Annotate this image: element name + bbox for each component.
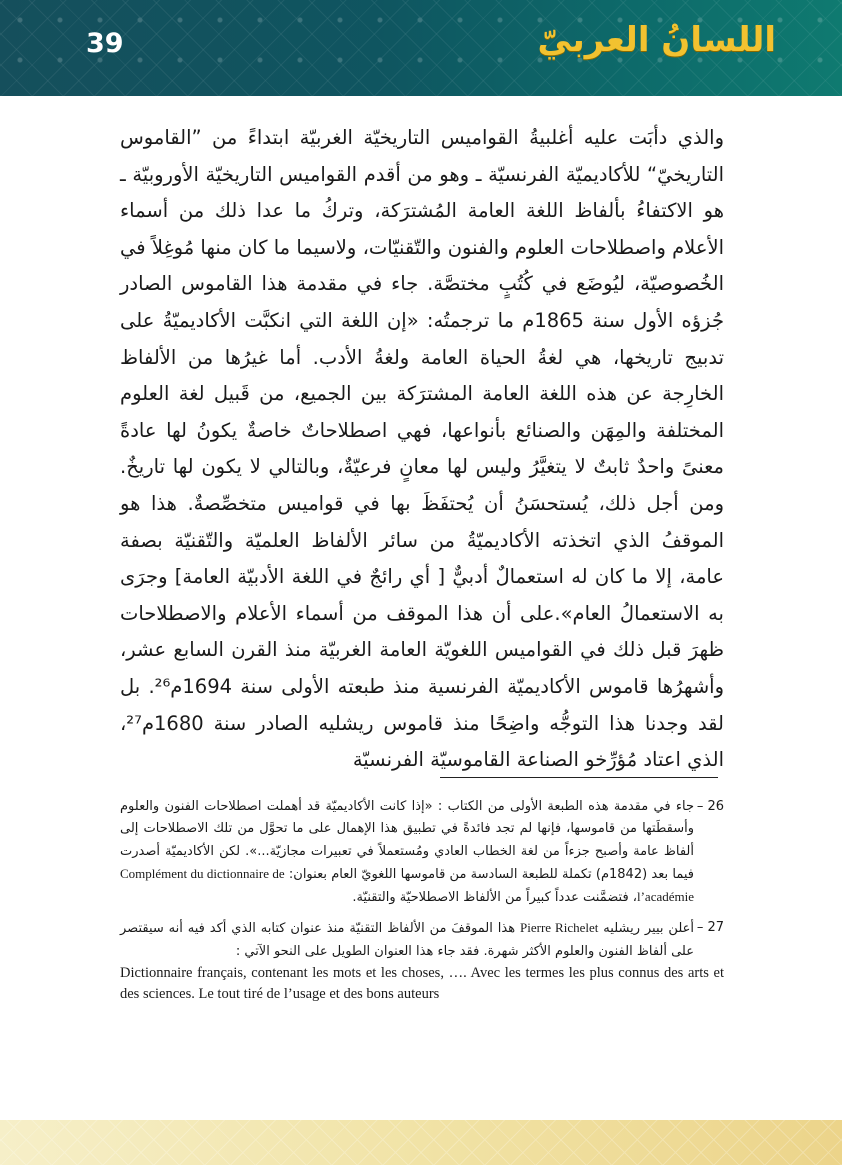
footnote-26 <box>120 796 724 909</box>
page-number: 39 <box>86 28 124 59</box>
main-text <box>120 120 724 779</box>
footnote-text <box>120 796 694 909</box>
body-paragraph: والذي دأبَت عليه أغلبيةُ القواميس التاريخيّة الغربيّة ابتداءً من ”القاموس التاريخيّ“ للأكاديميّة الفرنسيّة ـ وهو من أقدم القواميس التاريخيّة الأوروبيّة ـ هو الاكتفاءُ بألفاظ اللغة العامة المُشترَكة، وتركُ ما عدا ذلك من أسماء الأعلام واصطلاحات العلوم والفنون والتّقنيّات، ولاسيما ما كان منها مُوغِلاً في الخُصوصيّة، ليُوضَع في كُتُبٍ مختصَّة. جاء في مقدمة هذا القاموس الصادر جُزؤه الأول سنة 1865م ما ترجمتُه: «إن اللغة التي انكبَّت الأكاديميّةُ على تدبيج تاريخها، هي لغةُ الحياة العامة ولغةُ الأدب. أما غيرُها من الألفاظ الخارِجة عن هذه اللغة العامة المشترَكة بين الجميع، من قَبيل لغة العلوم المختلفة والمِهَن والصنائع بأنواعها، فهي اصطلاحاتٌ خاصةٌ يكونُ لها عادةً معنىً واحدٌ ثابتٌ لا يتغيَّرُ وليس لها معانٍ فرعيّةٌ، وبالتالي لا يكون لها تاريخٌ. ومن أجل ذلك، يُستحسَنُ أن يُحتفَظَ بها في قواميس متخصِّصةٌ. هذا هو الموقفُ الذي اتخذته الأكاديميّةُ من سائر الألفاظ العلميّة والتّقنيّة بصفة عامة، إلا ما كان له استعمالٌ أدبيٌّ [ أي رائجٌ في اللغة الأدبيّة العامة] وجرَى به الاستعمالُ العام».على أن هذا الموقف من أسماء الأعلام والاصطلاحات ظهرَ قبل ذلك في القواميس اللغويّة العامة الغربيّة منذ القرن السابع عشر، وأشهرُها قاموس الأكاديميّة الفرنسية منذ طبعته الأولى سنة 1694م²⁶. بل لقد وجدنا هذا التوجُّه واضِحًا منذ قاموس ريشليه الصادر سنة 1680م²⁷، الذي اعتاد مُؤرِّخو الصناعة القاموسيّة الفرنسيّة <box>120 126 724 772</box>
footnote-latin-name: Pierre Richelet <box>520 920 599 936</box>
page-header <box>0 0 842 96</box>
footer-ornament-pattern <box>0 1120 842 1165</box>
footnote-separator <box>440 777 718 778</box>
footnote-latin-quote: Dictionnaire français, contenant les mots et les choses, …. Avec les termes les plus connus des arts et des sciences. Le tout tiré de l’usage et des bons auteurs <box>120 965 724 1003</box>
footnote-text-part: هذا الموقفَ من الألفاظ التقنيّة منذ عنوان كتابه الذي أكد فيه أنه سيقتصر على ألفاظ الفنون والعلوم الأكثر شهرة. فقد جاء هذا العنوان الطويل على النحو الآتي : <box>120 921 694 959</box>
footnote-latin-title: Complément du dictionnaire de l’académie <box>120 865 694 905</box>
footnote-number: 26 – <box>696 799 724 814</box>
footnote-text-part: ، فتضمَّنت عدداً كبيراً من الألفاظ الاصطلاحيّة والتقنيّة. <box>352 890 637 906</box>
footnote-number: 27 – <box>696 920 724 936</box>
page-footer <box>0 1120 842 1165</box>
journal-logo: اللسانُ العربيّ <box>537 20 776 60</box>
footnote-27 <box>120 917 724 963</box>
footnote-text-part: جاء في مقدمة هذه الطبعة الأولى من الكتاب : «إذا كانت الأكاديميّة قد أهملت اصطلاحات الفنون والعلوم وأسقطَتها من قاموسها، فإنها لم تجد فائدةً في تطبيق هذا الإهمال على ما تحوَّل من تلك الاصطلاحات إلى ألفاظ عامة وأصبح جزءاً من لغة الخطاب العادي ومُستعملاً في تعبيرات مجازيّة...». لكن الأكاديميّة أصدرت فيما بعد (1842م) تكملة للطبعة السادسة من قاموسها اللغويّ العام بعنوان: <box>120 799 694 882</box>
footnotes <box>120 796 724 1005</box>
footnote-text <box>120 917 694 963</box>
footnote-text-part: أعلن بيير ريشليه <box>603 921 694 937</box>
